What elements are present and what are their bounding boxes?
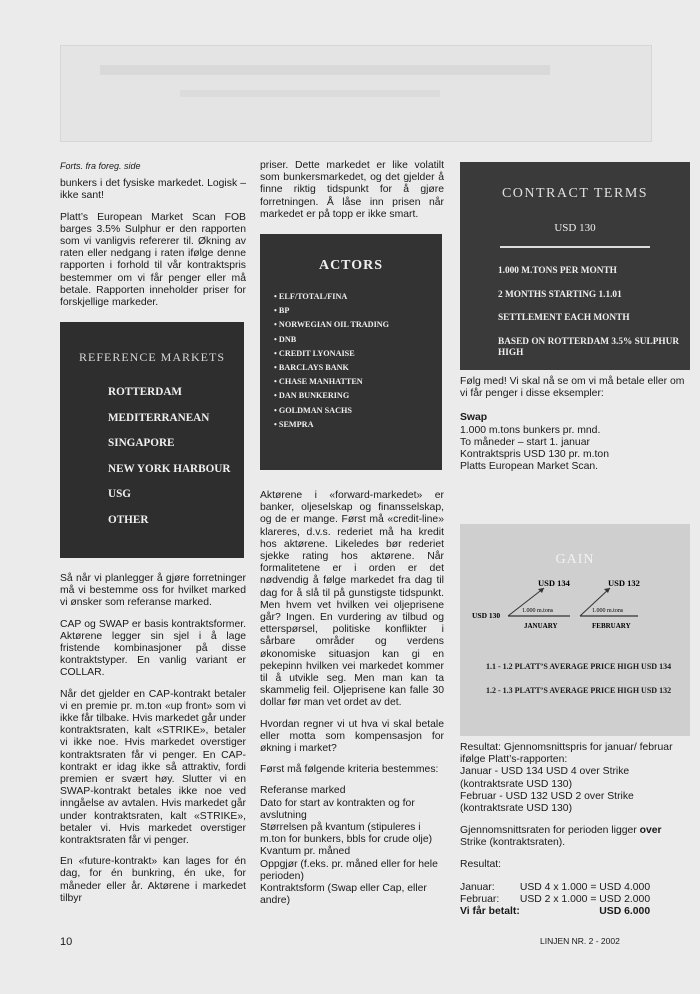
paragraph: Følg med! Vi skal nå se om vi må betale eller om vi får penger i disse eksempler: bbox=[460, 376, 685, 400]
list-item: 2 MONTHS STARTING 1.1.01 bbox=[498, 289, 622, 300]
list-item: SINGAPORE bbox=[108, 437, 175, 449]
list-item: • CHASE MANHATTEN bbox=[274, 377, 363, 387]
list-item: • DNB bbox=[274, 334, 297, 344]
list-item: NEW YORK HARBOUR bbox=[108, 462, 231, 475]
result-line: Februar - USD 132 USD 2 over Strike (kontraktsrate USD 130) bbox=[460, 790, 634, 815]
actors-title: ACTORS bbox=[318, 258, 384, 273]
continued-note: Forts. fra foreg. side bbox=[60, 161, 141, 171]
list-item: • GOLDMAN SACHS bbox=[274, 405, 352, 415]
issue-label: LINJEN NR. 2 - 2002 bbox=[540, 936, 620, 946]
list-item: Størrelsen på kvantum (stipuleres i m.ton for bunkers, bbls for crude olje) bbox=[260, 822, 433, 846]
contract-terms-usd: USD 130 bbox=[554, 222, 596, 234]
reference-markets-box bbox=[60, 322, 244, 558]
gain-title: GAIN bbox=[555, 552, 595, 567]
gain-jan-label: JANUARY bbox=[524, 622, 558, 630]
list-item: • BARCLAYS BANK bbox=[274, 362, 349, 372]
paragraph: Hvordan regner vi ut hva vi skal betale eller motta som kompensasjon for økning i market? bbox=[260, 718, 444, 755]
list-item: Dato for start av kontrakten og for avslutning bbox=[260, 797, 415, 821]
paragraph: Gjennomsnittsraten for perioden ligger over Strike (kontraktsraten). bbox=[460, 825, 662, 849]
paragraph: priser. Dette markedet er like volatilt som bunkersmarkedet, og det gjelder å finne riktig tidspunkt for å gjøre forretningen. Å låse inn prisen når markedet er på topp er ikke smart. bbox=[260, 160, 444, 220]
ghost-header-line bbox=[100, 65, 550, 75]
result-calc: Januar: USD 4 x 1.000 = USD 4.000 Februar: USD 2 x 1.000 = USD 2.000 Vi får betalt: USD 6.000 bbox=[460, 881, 651, 918]
column-1 bbox=[60, 160, 246, 318]
page-number: 10 bbox=[60, 936, 73, 948]
divider bbox=[500, 246, 650, 248]
reference-markets-title: REFERENCE MARKETS bbox=[78, 350, 225, 364]
list-item: Referanse marked bbox=[260, 785, 346, 797]
reference-markets-list bbox=[108, 386, 230, 539]
column-2 bbox=[260, 160, 444, 230]
list-item: • NORWEGIAN OIL TRADING bbox=[274, 320, 390, 330]
list-item: 1.000 M.TONS PER MONTH bbox=[498, 266, 617, 276]
list-item: • ELF/TOTAL/FINA bbox=[274, 292, 348, 301]
paragraph: Først må følgende kriteria bestemmes: bbox=[260, 764, 439, 776]
result-line: Januar - USD 134 USD 4 over Strike (kontraktsrate USD 130) bbox=[460, 766, 630, 790]
contract-terms-box bbox=[460, 162, 690, 370]
gain-jan-price: USD 134 bbox=[538, 578, 570, 588]
swap-line: To måneder – start 1. januar bbox=[460, 436, 590, 448]
list-item: Oppgjør (f.eks. pr. måned eller for hele perioden) bbox=[260, 858, 438, 882]
gain-diagram bbox=[460, 570, 690, 650]
resultat-label: Resultat: bbox=[460, 858, 502, 870]
list-item: USG bbox=[108, 488, 132, 500]
actors-box bbox=[260, 234, 442, 470]
list-item: MEDITERRANEAN bbox=[108, 411, 210, 424]
gain-jan-qty: 1.000 m.tons bbox=[522, 608, 554, 614]
swap-line: 1.000 m.tons bunkers pr. mnd. bbox=[460, 424, 601, 436]
list-item: Kontraktsform (Swap eller Cap, eller andre) bbox=[260, 883, 427, 907]
contract-terms-title: CONTRACT TERMS bbox=[501, 186, 649, 201]
list-item: BASED ON ROTTERDAM 3.5% SULPHUR HIGH bbox=[498, 336, 680, 358]
paragraph: Platt’s European Market Scan FOB barges 3.5% Sulphur er den rapporten som vi vanligvis refererer til. Økning av raten eller nedgang i raten ifølge denne rapporten i forhold til vår kontraktspris bestemmer om vi får penger eller må betale. Rapporten inneholder priser for forskjellige markeder. bbox=[60, 211, 246, 309]
gain-feb-label: FEBRUARY bbox=[592, 622, 631, 630]
list-item: • CREDIT LYONAISE bbox=[274, 348, 355, 358]
swap-line: Platts European Market Scan. bbox=[460, 461, 599, 473]
ghost-header-subline bbox=[180, 90, 440, 97]
swap-line: Kontraktspris USD 130 pr. m.ton bbox=[460, 449, 609, 461]
list-item: • BP bbox=[274, 306, 290, 316]
column-3-lower bbox=[460, 742, 690, 918]
list-item: OTHER bbox=[108, 513, 149, 526]
column-1-lower bbox=[60, 573, 246, 914]
list-item: ROTTERDAM bbox=[108, 386, 182, 398]
gain-line-1: 1.1 - 1.2 PLATT’S AVERAGE PRICE HIGH USD 134 bbox=[486, 662, 672, 671]
column-3-middle bbox=[460, 376, 690, 473]
list-item: Kvantum pr. måned bbox=[260, 846, 351, 858]
list-item: • SEMPRA bbox=[274, 419, 314, 429]
criteria-list bbox=[260, 785, 444, 907]
gain-feb-qty: 1.000 m.tons bbox=[592, 608, 624, 614]
gain-line-2: 1.2 - 1.3 PLATT’S AVERAGE PRICE HIGH USD 132 bbox=[486, 686, 672, 695]
gain-box bbox=[460, 524, 690, 736]
contract-terms-list bbox=[498, 266, 686, 371]
list-item: SETTLEMENT EACH MONTH bbox=[498, 313, 630, 324]
gain-start-label: USD 130 bbox=[472, 611, 501, 620]
paragraph: bunkers i det fysiske markedet. Logisk – ikke sant! bbox=[60, 178, 246, 202]
swap-title: Swap bbox=[460, 412, 488, 424]
gain-feb-price: USD 132 bbox=[608, 578, 640, 588]
list-item: • DAN BUNKERING bbox=[274, 391, 350, 401]
paragraph: Aktørene i «forward-markedet» er banker, oljeselskap og finansselskap, og de er mange. Først må «credit-line» klareres, d.v.s. rederiet må ha kredit hos aktørene. Likeledes bør rederiet sjekke rating hos aktørene. Når formalitetene er i orden er det nødvendig å følge markedet fra dag til dag for å slå til på gunstigste tidspunkt. Men hvem vet hvilken vei oljeprisene går? Ingen. En vurdering av tilbud og etterspørsel, politiske konflikter i sårbare områder og verdens økonomiske situasjon kan gi en pekepinn hvilken vei markedet kommer til å utvikle seg. Men man kan ta skammelig feil. Oljeprisene kan falle 30 dollar før man vet ordet av det. bbox=[260, 490, 444, 709]
paragraph: Så når vi planlegger å gjøre forretninger må vi bestemme oss for hvilket marked vi ønsker som referanse marked. bbox=[60, 573, 246, 609]
column-2-lower bbox=[260, 490, 444, 908]
paragraph: CAP og SWAP er basis kontraktsformer. Aktørene legger sin sjel i å lage fristende kombinasjoner på disse kontraktstyper. En vanlig variant er COLLAR. bbox=[60, 618, 246, 679]
paragraph: Når det gjelder en CAP-kontrakt betaler vi en premie pr. m.ton «up front» som vi ikke får tilbake. Hvis markedet går under kontraktsraten, kalt «STRIKE», betaler vi ikke noe. Hvis markedet overstiger kontraktsraten får vi penger. En CAP-kontrakt er idag ikke så attraktiv, fordi premien er svært høy. Slutter vi en SWAP-kontrakt betales ikke noe ved inngåelse av avtalen. Hvis markedet går under kontraktsraten, kalt «STRIKE», betaler vi. Hvis markedet overstiger kontraktsraten får vi penger. bbox=[60, 688, 246, 847]
paragraph: En «future-kontrakt» kan lages for én dag, for én bunkring, én uke, for måneder eller år. Aktørene i markedet tilbyr bbox=[60, 856, 246, 904]
actors-list bbox=[274, 292, 389, 434]
result-line: Resultat: Gjennomsnittspris for januar/ februar ifølge Platt’s-rapporten: bbox=[460, 742, 673, 766]
